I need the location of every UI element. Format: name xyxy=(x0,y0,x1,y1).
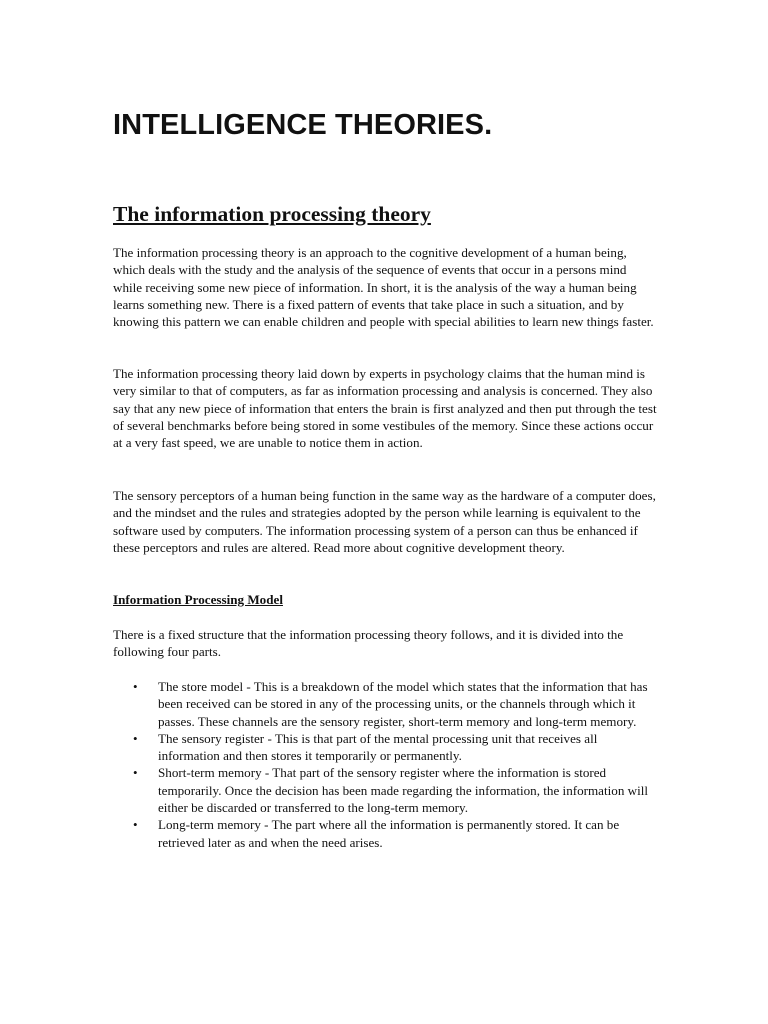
list-item-text: Short-term memory - That part of the sensory register where the information is stored temporarily. Once the decision has been made regarding the information, the information will either be discarded or transferred to the long-term memory. xyxy=(158,765,649,816)
list-item xyxy=(113,678,658,730)
bullet-list xyxy=(113,678,658,851)
page-title: INTELLIGENCE THEORIES. xyxy=(113,109,493,141)
list-item-text: The store model - This is a breakdown of the model which states that the information that has been received can be stored in any of the processing units, or the channels through which it passes. These channels are the sensory register, short-term memory and long-term memory. xyxy=(158,679,648,729)
paragraph-1: The information processing theory is an approach to the cognitive development of a human being, which deals with the study and the analysis of the sequence of events that occur in a persons mind while receiving some new piece of information. In short, it is the analysis of the way a human being learns something new. There is a fixed pattern of events that take place in such a situation, and by knowing this pattern we can enable children and people with special abilities to learn new things faster. xyxy=(113,245,654,330)
paragraph-2: The information processing theory laid down by experts in psychology claims that the human mind is very similar to that of computers, as far as information processing and analysis is concerned. They also say that any new piece of information that enters the brain is first analyzed and then put through the test of several benchmarks before being stored in some vestibules of the memory. Since these actions occur at a very fast speed, we are unable to notice them in action. xyxy=(113,366,657,451)
bullet-icon: • xyxy=(133,817,138,833)
section-title: The information processing theory xyxy=(113,202,431,226)
list-item xyxy=(113,764,658,816)
list-item-text: Long-term memory - The part where all the information is permanently stored. It can be retrieved later as and when the need arises. xyxy=(158,817,620,850)
subheading-model: Information Processing Model xyxy=(113,592,283,607)
intro-paragraph: There is a fixed structure that the information processing theory follows, and it is divided into the following four parts. xyxy=(113,627,624,660)
list-item xyxy=(113,816,658,851)
list-item-text: The sensory register - This is that part of the mental processing unit that receives all information and then stores it temporarily or permanently. xyxy=(158,730,598,764)
bullet-icon: • xyxy=(133,765,138,781)
bullet-icon: • xyxy=(133,730,138,746)
paragraph-3: The sensory perceptors of a human being function in the same way as the hardware of a computer does, and the mindset and the rules and strategies adopted by the person while learning is equivalent to the software used by computers. The information processing system of a person can thus be enhanced if these perceptors and rules are altered. Read more about cognitive development theory. xyxy=(113,488,656,555)
bullet-icon: • xyxy=(133,679,138,694)
list-item xyxy=(113,730,658,765)
